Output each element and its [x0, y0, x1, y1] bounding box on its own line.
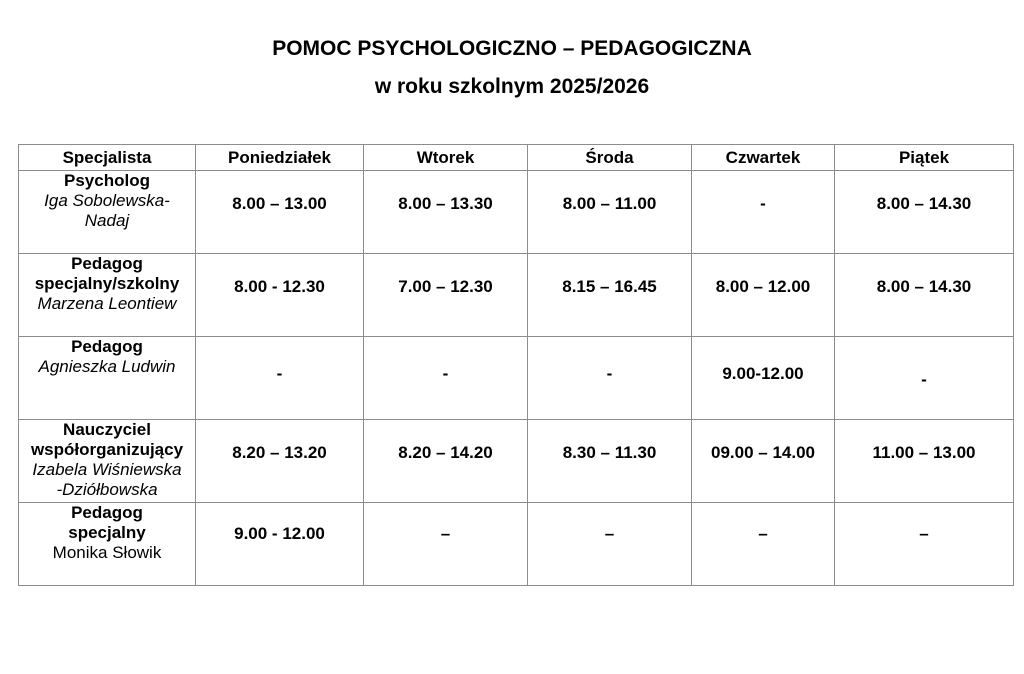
table-row [19, 254, 1014, 337]
time-cell-wednesday: 8.00 – 11.00 [528, 171, 692, 254]
time-cell-thursday: – [692, 503, 835, 586]
specialist-role: współorganizujący [30, 440, 184, 459]
header-row [19, 145, 1014, 171]
table-row [19, 171, 1014, 254]
specialist-role: Pedagog [71, 337, 143, 356]
page-subtitle: w roku szkolnym 2025/2026 [374, 75, 650, 98]
page-title: POMOC PSYCHOLOGICZNO – PEDAGOGICZNA [272, 37, 752, 60]
specialist-cell [19, 337, 196, 420]
time-cell-wednesday: 8.15 – 16.45 [528, 254, 692, 337]
specialist-cell [19, 420, 196, 503]
time-cell-monday: 8.20 – 13.20 [196, 420, 364, 503]
time-cell-tuesday: – [364, 503, 528, 586]
specialist-cell [19, 503, 196, 586]
time-cell-monday: 9.00 - 12.00 [196, 503, 364, 586]
header-poniedzialek: Poniedziałek [196, 145, 364, 171]
specialist-name: -Dziółbowska [56, 480, 158, 499]
specialist-name: Izabela Wiśniewska [32, 460, 182, 479]
time-cell-wednesday: - [528, 337, 692, 420]
schedule-table [18, 144, 1014, 586]
time-cell-tuesday: 7.00 – 12.30 [364, 254, 528, 337]
time-cell-friday: - [835, 337, 1014, 420]
specialist-name: Agnieszka Ludwin [38, 357, 176, 376]
specialist-name: Iga Sobolewska- [44, 191, 170, 210]
specialist-role: Nauczyciel [63, 420, 151, 439]
time-cell-friday: 8.00 – 14.30 [835, 171, 1014, 254]
time-cell-monday: 8.00 - 12.30 [196, 254, 364, 337]
header-czwartek: Czwartek [692, 145, 835, 171]
specialist-role: Psycholog [64, 171, 150, 190]
time-cell-tuesday: - [364, 337, 528, 420]
specialist-role: specjalny/szkolny [34, 274, 180, 293]
time-cell-friday: 11.00 – 13.00 [835, 420, 1014, 503]
header-sroda: Środa [528, 145, 692, 171]
header-specjalista: Specjalista [19, 145, 196, 171]
time-cell-thursday: 9.00-12.00 [692, 337, 835, 420]
time-cell-tuesday: 8.00 – 13.30 [364, 171, 528, 254]
time-cell-wednesday: – [528, 503, 692, 586]
specialist-role: specjalny [68, 523, 146, 542]
specialist-cell [19, 254, 196, 337]
time-cell-tuesday: 8.20 – 14.20 [364, 420, 528, 503]
table-row [19, 337, 1014, 420]
time-cell-monday: - [196, 337, 364, 420]
specialist-name: Marzena Leontiew [37, 294, 177, 313]
table-row [19, 420, 1014, 503]
table-row [19, 503, 1014, 586]
specialist-role: Pedagog [71, 503, 143, 522]
time-cell-wednesday: 8.30 – 11.30 [528, 420, 692, 503]
time-cell-thursday: - [692, 171, 835, 254]
header-piatek: Piątek [835, 145, 1014, 171]
time-cell-friday: – [835, 503, 1014, 586]
specialist-name: Monika Słowik [52, 543, 162, 562]
time-cell-thursday: 8.00 – 12.00 [692, 254, 835, 337]
specialist-cell [19, 171, 196, 254]
specialist-role: Pedagog [71, 254, 143, 273]
specialist-name: Nadaj [84, 211, 130, 230]
time-cell-friday: 8.00 – 14.30 [835, 254, 1014, 337]
header-wtorek: Wtorek [364, 145, 528, 171]
time-cell-monday: 8.00 – 13.00 [196, 171, 364, 254]
time-cell-thursday: 09.00 – 14.00 [692, 420, 835, 503]
